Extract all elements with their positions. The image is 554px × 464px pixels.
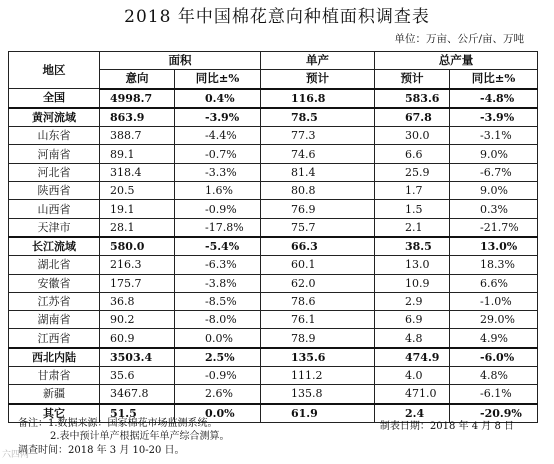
area-yoy-cell: -0.9% (175, 200, 261, 218)
yield-cell: 60.1 (261, 256, 375, 274)
note-1: 备注：1.数据来源：国家棉花市场监测系统。 (18, 418, 218, 429)
yield-cell: 77.3 (261, 127, 375, 145)
area-yoy-cell: 2.5% (175, 348, 261, 367)
production-yoy-cell: 13.0% (450, 237, 538, 256)
region-cell: 甘肃省 (9, 367, 100, 385)
production-yoy-cell: -3.1% (450, 127, 538, 145)
survey-table (8, 51, 538, 423)
yield-cell: 75.7 (261, 218, 375, 237)
area-cell: 175.7 (100, 274, 175, 292)
area-yoy-cell: -5.4% (175, 237, 261, 256)
area-cell: 318.4 (100, 163, 175, 181)
area-cell: 388.7 (100, 127, 175, 145)
note-3: 调查时间：2018 年 3 月 10-20 日。 (18, 445, 185, 456)
production-cell: 2.4 (375, 404, 450, 423)
production-cell: 1.5 (375, 200, 450, 218)
header-area: 面积 (100, 52, 261, 70)
area-yoy-cell: -3.3% (175, 163, 261, 181)
production-yoy-cell: 18.3% (450, 256, 538, 274)
area-yoy-cell: 1.6% (175, 182, 261, 200)
area-cell: 89.1 (100, 145, 175, 163)
page-title: 2018 年中国棉花意向种植面积调查表 (124, 7, 430, 27)
production-yoy-cell: 4.8% (450, 367, 538, 385)
header-yield: 单产 (261, 52, 375, 70)
note-2: 2.表中预计单产根据近年单产综合测算。 (50, 431, 230, 442)
table-row (9, 182, 538, 200)
yield-cell: 81.4 (261, 163, 375, 181)
production-yoy-cell: -20.9% (450, 404, 538, 423)
production-cell: 6.9 (375, 311, 450, 329)
header-area-intent: 意向 (100, 70, 175, 89)
area-yoy-cell: -0.9% (175, 367, 261, 385)
production-cell: 2.9 (375, 292, 450, 310)
made-date: 制表日期：2018 年 4 月 8 日 (379, 421, 514, 432)
region-cell: 山西省 (9, 200, 100, 218)
region-cell: 安徽省 (9, 274, 100, 292)
table-row (9, 311, 538, 329)
area-cell: 60.9 (100, 329, 175, 348)
table-row (9, 385, 538, 404)
unit-note: 单位：万亩、公斤/亩、万吨 (394, 33, 524, 45)
area-yoy-cell: -4.4% (175, 127, 261, 145)
yield-cell: 74.6 (261, 145, 375, 163)
table-row (9, 367, 538, 385)
area-yoy-cell: -8.5% (175, 292, 261, 310)
table-row (9, 163, 538, 181)
region-cell: 山东省 (9, 127, 100, 145)
yield-cell: 111.2 (261, 367, 375, 385)
area-cell: 863.9 (100, 108, 175, 127)
region-cell: 江苏省 (9, 292, 100, 310)
region-cell: 全国 (9, 89, 100, 108)
header-yield-est: 预计 (261, 70, 375, 89)
area-cell: 51.5 (100, 404, 175, 423)
region-cell: 黄河流域 (9, 108, 100, 127)
table-row (9, 127, 538, 145)
area-yoy-cell: 0.0% (175, 329, 261, 348)
yield-cell: 78.5 (261, 108, 375, 127)
production-cell: 30.0 (375, 127, 450, 145)
production-yoy-cell: 6.6% (450, 274, 538, 292)
table-row (9, 89, 538, 108)
production-cell: 38.5 (375, 237, 450, 256)
production-cell: 6.6 (375, 145, 450, 163)
area-cell: 19.1 (100, 200, 175, 218)
region-cell: 湖南省 (9, 311, 100, 329)
table-row (9, 348, 538, 367)
area-yoy-cell: -0.7% (175, 145, 261, 163)
region-cell: 陕西省 (9, 182, 100, 200)
region-cell: 河南省 (9, 145, 100, 163)
production-yoy-cell: -4.8% (450, 89, 538, 108)
region-cell: 西北内陆 (9, 348, 100, 367)
production-cell: 583.6 (375, 89, 450, 108)
area-cell: 28.1 (100, 218, 175, 237)
production-yoy-cell: 9.0% (450, 145, 538, 163)
area-cell: 3467.8 (100, 385, 175, 404)
yield-cell: 80.8 (261, 182, 375, 200)
yield-cell: 135.6 (261, 348, 375, 367)
yield-cell: 76.1 (261, 311, 375, 329)
area-yoy-cell: -17.8% (175, 218, 261, 237)
yield-cell: 62.0 (261, 274, 375, 292)
production-cell: 4.0 (375, 367, 450, 385)
table-row (9, 200, 538, 218)
table-row (9, 145, 538, 163)
yield-cell: 78.9 (261, 329, 375, 348)
header-region: 地区 (9, 52, 100, 89)
table-row (9, 329, 538, 348)
table-row (9, 218, 538, 237)
production-yoy-cell: -21.7% (450, 218, 538, 237)
area-yoy-cell: -3.8% (175, 274, 261, 292)
production-yoy-cell: 29.0% (450, 311, 538, 329)
area-cell: 90.2 (100, 311, 175, 329)
table-row (9, 108, 538, 127)
header-prod-yoy: 同比±% (450, 70, 538, 89)
production-cell: 13.0 (375, 256, 450, 274)
area-cell: 35.6 (100, 367, 175, 385)
production-yoy-cell: 0.3% (450, 200, 538, 218)
area-yoy-cell: 2.6% (175, 385, 261, 404)
header-prod-est: 预计 (375, 70, 450, 89)
watermark: 六四网 (2, 450, 30, 460)
region-cell: 湖北省 (9, 256, 100, 274)
production-yoy-cell: -3.9% (450, 108, 538, 127)
area-yoy-cell: -3.9% (175, 108, 261, 127)
production-cell: 10.9 (375, 274, 450, 292)
area-cell: 36.8 (100, 292, 175, 310)
production-yoy-cell: -6.1% (450, 385, 538, 404)
header-production: 总产量 (375, 52, 538, 70)
production-cell: 25.9 (375, 163, 450, 181)
production-cell: 2.1 (375, 218, 450, 237)
area-cell: 216.3 (100, 256, 175, 274)
production-cell: 471.0 (375, 385, 450, 404)
area-cell: 4998.7 (100, 89, 175, 108)
area-yoy-cell: -8.0% (175, 311, 261, 329)
production-cell: 4.8 (375, 329, 450, 348)
yield-cell: 76.9 (261, 200, 375, 218)
area-cell: 580.0 (100, 237, 175, 256)
production-cell: 474.9 (375, 348, 450, 367)
yield-cell: 66.3 (261, 237, 375, 256)
yield-cell: 78.6 (261, 292, 375, 310)
production-yoy-cell: 4.9% (450, 329, 538, 348)
region-cell: 长江流域 (9, 237, 100, 256)
table-row (9, 292, 538, 310)
area-yoy-cell: 0.4% (175, 89, 261, 108)
production-yoy-cell: 9.0% (450, 182, 538, 200)
header-row-top (9, 52, 538, 70)
area-cell: 3503.4 (100, 348, 175, 367)
area-cell: 20.5 (100, 182, 175, 200)
yield-cell: 61.9 (261, 404, 375, 423)
production-yoy-cell: -6.0% (450, 348, 538, 367)
area-yoy-cell: 0.0% (175, 404, 261, 423)
region-cell: 新疆 (9, 385, 100, 404)
header-area-yoy: 同比±% (175, 70, 261, 89)
region-cell: 其它 (9, 404, 100, 423)
yield-cell: 135.8 (261, 385, 375, 404)
production-cell: 1.7 (375, 182, 450, 200)
production-yoy-cell: -1.0% (450, 292, 538, 310)
production-cell: 67.8 (375, 108, 450, 127)
table-row (9, 256, 538, 274)
region-cell: 江西省 (9, 329, 100, 348)
table-row (9, 274, 538, 292)
table-row (9, 237, 538, 256)
region-cell: 河北省 (9, 163, 100, 181)
production-yoy-cell: -6.7% (450, 163, 538, 181)
yield-cell: 116.8 (261, 89, 375, 108)
region-cell: 天津市 (9, 218, 100, 237)
area-yoy-cell: -6.3% (175, 256, 261, 274)
